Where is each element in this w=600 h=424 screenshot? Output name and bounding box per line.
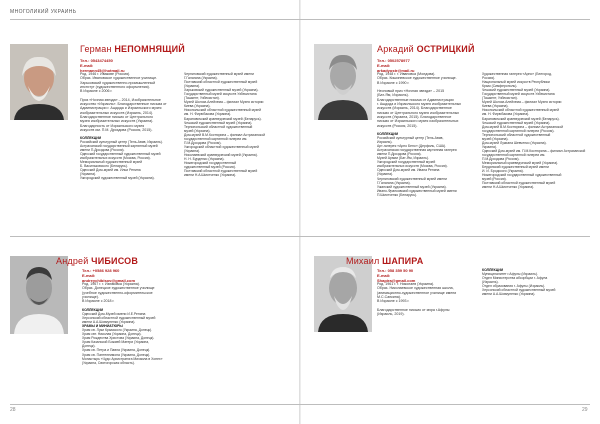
collections-column-1: [377, 132, 477, 197]
collection-item: Дом-музей В.М.Костюрина – филиал Астраханской: [482, 124, 563, 129]
running-head: МНОГОЛИКИЙ УКРАИНЬ: [10, 9, 77, 15]
collection-item: Никопольский областной художественный музей: [482, 108, 559, 113]
collection-item: Одесский государственный художественный музей: [80, 152, 161, 157]
collection-item: Одесский Дом-музей им. П.М.Костюрина – филиал Астраханской: [482, 148, 586, 153]
bio-line: (Бат-Ям, Израиль).: [377, 93, 409, 98]
bio-line: Благодарность от Израильского музея: [80, 123, 145, 128]
collection-item: Астраханская государственная картинная галерея: [377, 148, 457, 153]
collection-item: имени А.А.Шовкуненко (Украина).: [82, 320, 136, 325]
bio-line: Род. 1961 г. г. Николаев (Украина).: [377, 282, 435, 286]
artist-bio: [377, 282, 477, 316]
bio-line: (учебное художественно-оформительское: [82, 290, 153, 295]
collection-item: имени А.А.Шовкуненко (Украина).: [482, 292, 536, 297]
collection-item: Российский культурный центр (Тель-Авив,: [377, 136, 444, 141]
collection-item: Полтавский областной художественный музей: [184, 80, 258, 85]
collection-item: (Ташкент, Узбекистан).: [482, 96, 518, 101]
collection-item: Бердянский художественный музей имени: [482, 165, 549, 170]
church-item: Храм Рождества Христова (Украина, Донецк).: [82, 336, 155, 341]
collection-item: Арт-галерея «Арно Бено» (Дерфиль, США).: [377, 144, 447, 149]
collection-item: Астраханский государственный картинный музей: [80, 144, 158, 149]
bio-line: Приз «Ночная звезда» – 2014, Изобразительное: [80, 97, 161, 102]
artist-photo: [10, 256, 68, 334]
artist-first-name: Герман: [80, 44, 112, 54]
collection-item: изобразительных искусств (Москва, Россия).: [377, 164, 448, 169]
church-item: Донецк).: [82, 344, 96, 349]
bio-line: В Израиле с 1990 г.: [377, 80, 410, 85]
collection-item: Ужгородский государственный музей: [377, 160, 436, 165]
top-rule: [10, 19, 590, 20]
collection-item: Одесский Дом-музей им. Ильи Репина: [80, 168, 141, 173]
collection-item: Мемориальный краеведческий музей (Украина).: [482, 161, 559, 166]
artist-bio: [377, 72, 477, 128]
collection-item: Дом-музей Лукиана Шевченко (Украина).: [482, 140, 547, 145]
artist-photo: [10, 44, 68, 120]
church-item: Храм св. Пантелеимона (Украина, Донецк).: [82, 352, 151, 357]
middle-rule: [10, 236, 590, 237]
bio-line: институт (художественного оформления).: [80, 84, 150, 89]
bio-line: Благодарственное письмо от мэра г.Афулы: [377, 307, 450, 312]
collection-item: имени П.Дроздова (Россия).: [80, 148, 125, 153]
artist-email[interactable]: E-mail: Shapira@gmail.com: [377, 273, 416, 283]
collections-heading: КОЛЛЕКЦИИ: [377, 132, 399, 136]
collection-item: имени П.Дроздова (Россия).: [377, 152, 422, 157]
artist-email[interactable]: E-mail: hermann45@hotmail.ru: [80, 63, 125, 73]
artist-last-name: НЕПОМНЯЩИЙ: [114, 44, 185, 54]
bio-line: г. Ашдода и Израильского музея изобразительных: [377, 102, 462, 107]
collection-item: государственной картинной галереи им.: [482, 152, 546, 157]
collection-item: И. И. Бродского (Украина).: [482, 169, 524, 174]
bio-line: Образ. Кишиневское художественное училище.: [377, 76, 457, 81]
artist-name: [346, 256, 423, 266]
collection-item: Отдел образования г. Афулы (Израиль).: [482, 284, 546, 289]
bio-line: Благодарственные письма от Администрации: [377, 97, 454, 102]
collection-item: художественный музей (Россия).: [184, 165, 236, 170]
bio-line: (анимационно-художественное училище имени: [377, 290, 457, 295]
collection-item: Киева (Украина).: [184, 104, 211, 109]
collection-item: Музей Шолом-Алейхема – филиал Музея истории: [184, 100, 264, 105]
collection-item: государственной картинной галереи (Россия).: [482, 128, 555, 133]
portrait-image: [314, 256, 372, 332]
artist-photo: [314, 256, 372, 332]
artist-contacts: [377, 58, 414, 73]
artist-phone: Тел.: 0502578977: [377, 58, 410, 63]
collection-item: Барановичский краеведческий музей (Беларусь).: [184, 116, 262, 121]
collection-item: Дом-музей В.М.Костюрина – филиал Астраханской: [184, 132, 265, 137]
artist-phone: Тел.: +0586 928 960: [82, 268, 120, 273]
collection-item: Н. Н. Бурденко (Украина).: [184, 156, 225, 161]
bio-line: Благодарственное письмо от Центрального: [80, 114, 154, 119]
bio-line: искусств (Израиль, 2014). Благодарственное: [377, 106, 452, 111]
collection-item: Музей Шолом-Алейхема – филиал Музея истории: [482, 100, 562, 105]
collection-item: музей (Россия).: [482, 177, 507, 182]
artist-last-name: ЧИБИСОВ: [91, 256, 139, 266]
collection-item: Музей Армии (Бат-Ям, Израиль).: [377, 156, 429, 161]
bio-line: искусство «Израиль». Благодарственные письма от: [80, 102, 167, 107]
collection-item: Ивано-Франковский художественный музей имени: [377, 188, 457, 193]
collection-item: Украина).: [482, 144, 497, 149]
bottom-rule: [10, 404, 590, 405]
collection-item: Черниговский художественный музей имени: [184, 72, 254, 76]
collection-item: Ужгородский областной художественный музей: [184, 144, 259, 149]
artist-name: [377, 44, 475, 54]
collection-item: Россия).: [482, 76, 496, 81]
bio-line: Род. 1948 г. г. Ивановка (Молдова).: [377, 72, 436, 76]
artist-contacts: [82, 268, 135, 283]
collection-item: Чешский художественный музей (Украина).: [482, 120, 551, 125]
bio-line: В Израиле с 2018 г.: [82, 299, 115, 304]
collection-item: Херсонский областной художественный музей: [482, 288, 556, 293]
bio-line: изобразительных искусств (Израиль, 2014).: [80, 110, 154, 115]
collection-item: П.М.Дроздова (Россия).: [184, 140, 222, 145]
bio-line: искусств (Россия, 2015).: [377, 123, 418, 128]
church-item: Храм св. Луки Крымского (Украина, Донецк).: [82, 328, 153, 333]
churches-heading: ХРАМЫ И МИНИАТЮРЫ: [82, 324, 123, 329]
collection-item: Национальный музей искусств Республики: [482, 80, 550, 85]
collection-item: Чешский художественный музей (Украина).: [184, 120, 253, 125]
collection-item: Полтавский областной художественный музей: [184, 169, 258, 174]
collection-item: Мемориальный художественный музей: [80, 160, 143, 165]
collections-column-1: [82, 308, 212, 365]
bio-line: (Израиль, 2019).: [377, 312, 405, 317]
bio-line: Род. 1967 г. г. Изюмовка (Украина).: [82, 282, 140, 286]
collection-item: П.М.Дроздова (Россия).: [482, 156, 520, 161]
collection-item: Барановичский краеведческий музей (Беларусь).: [482, 116, 560, 121]
artist-first-name: Михаил: [346, 256, 380, 266]
collection-item: Г.Галагана (Украина).: [184, 76, 218, 81]
collection-item: (Израиль).: [482, 280, 499, 285]
collection-item: государственной картинной галереи им.: [184, 136, 248, 141]
collection-item: Тернопольский областной художественный: [482, 132, 551, 137]
bio-line: музея изобразительных искусств (Украина).: [80, 119, 154, 124]
artist-photo: [314, 44, 372, 120]
church-item: Храм Казанской Божией Матери (Украина,: [82, 340, 150, 345]
collections-column-2: [482, 72, 590, 189]
artist-first-name: Андрей: [56, 256, 89, 266]
artist-last-name: ОСТРИЦКИЙ: [416, 44, 475, 54]
bio-line: письмо от Центрального музея изобразительных: [377, 110, 460, 115]
collection-item: Полтавский областной художественный музей: [482, 181, 556, 186]
artist-email[interactable]: E-mail: andreychibisov@gmail.com: [82, 273, 136, 283]
page-number-left: 28: [10, 407, 16, 413]
bio-line: училище).: [82, 294, 99, 299]
collection-item: Одесский Дом-музей им. Ивана Репина: [377, 168, 440, 173]
page-number-right: 29: [582, 407, 588, 413]
bio-line: М.С.Сапкина).: [377, 294, 401, 299]
collection-item: Черниговский художественный музей имени: [377, 176, 447, 181]
collection-item: Ужгородский художественный музей (Украина).: [80, 176, 155, 181]
collection-item: (Ташкент, Узбекистан).: [184, 96, 220, 101]
collection-item: (Украина).: [184, 84, 201, 89]
bio-line: Администрации г. Ашдода и Израильского музея: [80, 106, 162, 111]
collection-item: Государственный музей искусств Узбекистана: [482, 92, 555, 97]
bio-line: Образ. Донецкое художественное училище: [82, 286, 155, 291]
collection-item: Государственный музей искусств Узбекистана: [184, 92, 257, 97]
collection-item: (Украина).: [80, 172, 97, 177]
collection-item: Одесский Дом-Музей имени И.Е.Репина: [82, 312, 146, 317]
church-item: Храм св. Петра и Павла (Украина, Донецк).: [82, 348, 151, 353]
collection-item: Нижегородский государственный художественный: [482, 173, 562, 178]
collection-item: Киева (Украина).: [482, 104, 509, 109]
collections-heading: КОЛЛЕКЦИИ: [80, 136, 102, 140]
collection-item: Израиль).: [377, 140, 393, 145]
artist-last-name: ШАПИРА: [382, 256, 424, 266]
bio-line: Харьковский художественно-промышленный: [80, 80, 156, 85]
collection-item: музей (Украина).: [482, 136, 509, 141]
artist-bio: [80, 72, 180, 132]
collection-item: Ужанский художественный музей (Украина).: [377, 184, 447, 189]
bio-line: искусств (Украина, 2015). Благодарственное: [377, 114, 452, 119]
collection-item: Николаевский краеведческий музей (Украина).: [184, 152, 258, 157]
collections-column-1: [80, 136, 180, 181]
collections-column-1: [482, 268, 590, 296]
collection-item: Художественная галерея «Арно» (Белгород,: [482, 72, 552, 76]
collection-item: Никопольский областной художественный музей: [184, 108, 261, 113]
portrait-image: [10, 44, 68, 120]
page-gutter: [299, 0, 301, 424]
collections-heading: КОЛЛЕКЦИИ: [82, 308, 104, 312]
bio-line: Род. 1946 г. Ивакове (Россия).: [80, 72, 131, 76]
collection-item: им. Н. Фирюбакова (Украина).: [184, 112, 232, 117]
collection-item: Крым (Симферополь).: [482, 84, 518, 89]
artist-name: [56, 256, 138, 266]
collection-item: (Украина).: [377, 172, 394, 177]
collections-column-2: [184, 72, 292, 177]
bio-line: письмо от Израильского музея изобразительных: [377, 119, 459, 124]
collection-item: Российский культурный центр (Тель-Авив, Израиль).: [80, 140, 163, 145]
artist-name: [80, 44, 185, 54]
collection-item: Херсонский областной художественный музей: [82, 316, 156, 321]
bio-line: Образ. Николаевское художественная школа,: [377, 286, 454, 291]
collection-item: имени Н.А.Шмотченко (Украина).: [482, 185, 535, 190]
collection-item: Муниципалитет г.Афулы (Израиль).: [482, 272, 538, 277]
bio-line: Неоновый приз «Ночная звезда» – 2015: [377, 89, 445, 94]
artist-contacts: [377, 268, 415, 283]
collection-item: Харьковский художественный музей (Украина).: [184, 88, 259, 93]
bio-line: искусств им. П.М. Дроздова (Россия, 2015).: [80, 127, 153, 132]
collection-item: Нижегородский государственный: [184, 161, 237, 166]
artist-phone: Тел.: 0543474450: [80, 58, 113, 63]
collection-item: Чешский художественный музей (Украина).: [482, 88, 551, 93]
bio-line: В Израиле с 1993 г.: [377, 299, 410, 304]
bio-line: В Израиле с 2006 г.: [80, 89, 113, 94]
collection-item: Г.Галагана (Украина).: [377, 180, 411, 185]
collection-item: им. Н. Фирюбакова (Украина).: [482, 112, 530, 117]
collection-item: (Украина).: [184, 148, 201, 153]
collection-item: имени Н.А.Шмотченко (Украина).: [184, 173, 237, 178]
bio-line: Образ. Ивановское художественное училище.: [80, 76, 158, 81]
collection-item: Тернопольский областной художественный: [184, 124, 253, 129]
artist-contacts: [80, 58, 125, 73]
portrait-image: [10, 256, 68, 334]
artist-phone: Тел.: 058 359 50 90: [377, 268, 414, 273]
collection-item: изобразительных искусств (Москва, Россия).: [80, 156, 151, 161]
artist-email[interactable]: E-mail: arkadyostr@mail.ru: [377, 63, 415, 73]
collection-item: Б. Васильковского (Беларусь).: [80, 164, 128, 169]
church-item: Монастырь «Чудо Архистратига Михаила в Хонех»: [82, 356, 163, 361]
collections-heading: КОЛЛЕКЦИИ: [482, 268, 504, 272]
artist-bio: [82, 282, 192, 303]
church-item: (Украина, Святогорская область).: [82, 360, 135, 365]
collection-item: П.Шмотченко (Беларусь).: [377, 192, 418, 197]
collection-item: музей (Украина).: [184, 128, 211, 133]
artist-first-name: Аркадий: [377, 44, 414, 54]
collection-item: Отдел Министерства абсорбции г. Афула: [482, 276, 548, 281]
church-item: Храм свт. Николая (Украина, Донецк).: [82, 332, 142, 337]
portrait-image: [314, 44, 372, 120]
